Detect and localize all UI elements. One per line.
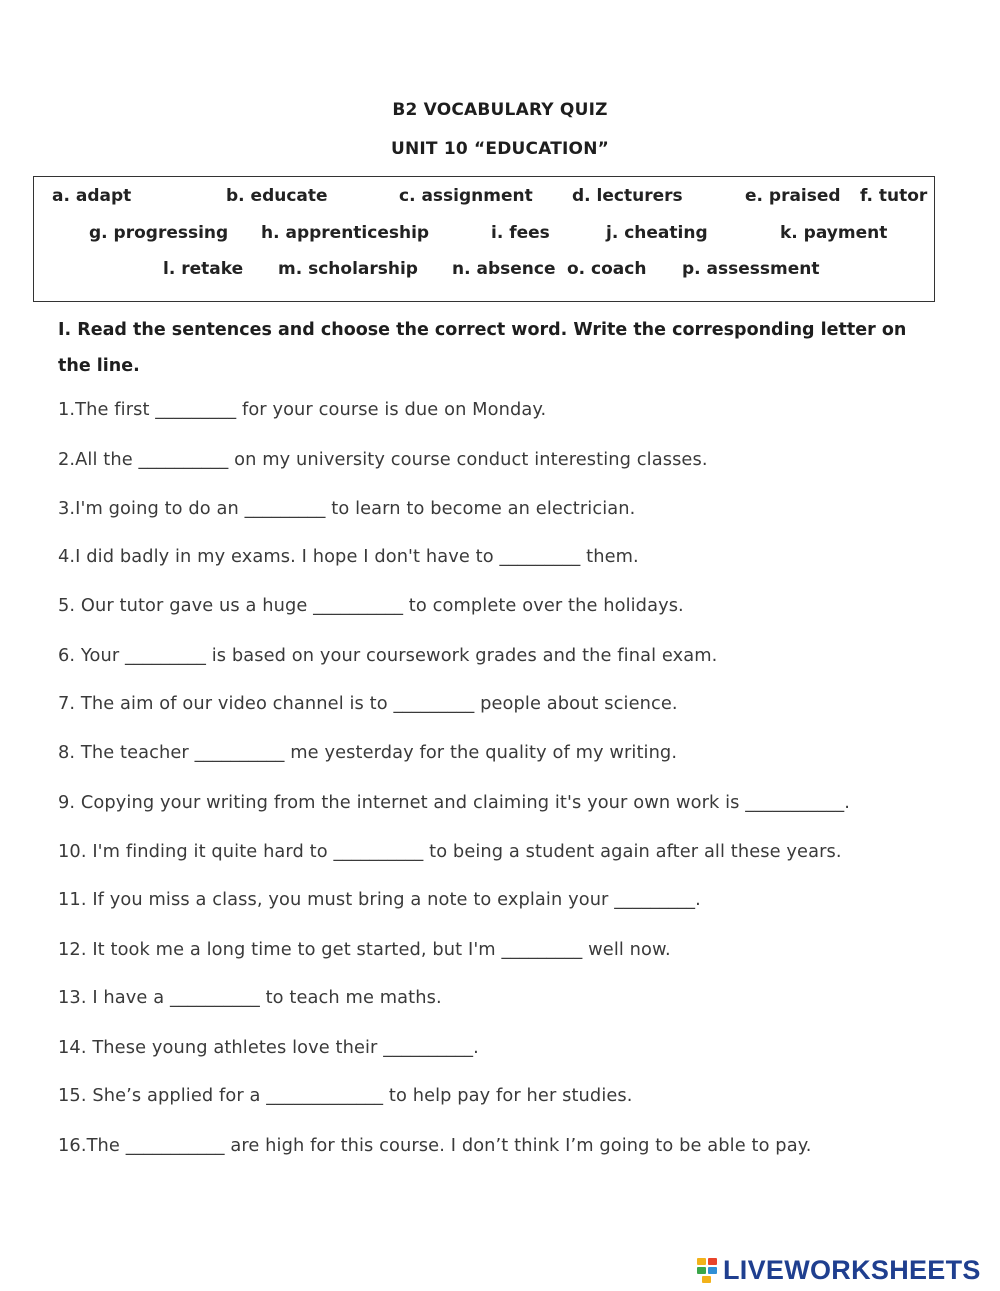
- sentence-item: 3.I'm going to do an _________ to learn to become an electrician.: [58, 498, 636, 519]
- sentence-item: 14. These young athletes love their __________.: [58, 1037, 479, 1058]
- word-bank-item: o. coach: [567, 259, 647, 279]
- sentence-item: 2.All the __________ on my university course conduct interesting classes.: [58, 449, 708, 470]
- word-bank-item: h. apprenticeship: [261, 223, 430, 243]
- word-bank-item: p. assessment: [682, 259, 820, 279]
- word-bank-item: b. educate: [226, 186, 328, 206]
- sentence-item: 10. I'm finding it quite hard to __________ to being a student again after all these years.: [58, 841, 842, 862]
- sentence-item: 1.The first _________ for your course is due on Monday.: [58, 399, 547, 420]
- sentence-item: 7. The aim of our video channel is to _________ people about science.: [58, 693, 678, 714]
- word-bank-item: i. fees: [491, 223, 550, 243]
- instruction-text: I. Read the sentences and choose the correct word. Write the corresponding letter on the line.: [58, 320, 907, 376]
- word-bank-item: a. adapt: [52, 186, 132, 206]
- logo-mark-icon: [696, 1257, 720, 1283]
- sentence-item: 16.The ___________ are high for this course. I don’t think I’m going to be able to pay.: [58, 1135, 812, 1156]
- word-bank-item: k. payment: [780, 223, 888, 243]
- sentence-item: 11. If you miss a class, you must bring a note to explain your _________.: [58, 889, 701, 910]
- sentence-item: 5. Our tutor gave us a huge __________ to complete over the holidays.: [58, 595, 684, 616]
- sentence-item: 13. I have a __________ to teach me maths.: [58, 987, 442, 1008]
- word-bank-item: n. absence: [452, 259, 556, 279]
- logo-text: LIVEWORKSHEETS: [723, 1254, 981, 1285]
- word-bank-item: j. cheating: [606, 223, 708, 243]
- quiz-title: B2 VOCABULARY QUIZ: [392, 100, 608, 120]
- unit-subtitle: UNIT 10 “EDUCATION”: [390, 139, 610, 159]
- word-bank-item: c. assignment: [399, 186, 533, 206]
- sentence-item: 12. It took me a long time to get started, but I'm _________ well now.: [58, 939, 671, 960]
- word-bank-item: e. praised: [745, 186, 841, 206]
- word-bank-item: d. lecturers: [572, 186, 683, 206]
- liveworksheets-logo: [696, 1253, 981, 1287]
- word-bank-item: f. tutor: [860, 186, 928, 206]
- sentence-item: 8. The teacher __________ me yesterday for the quality of my writing.: [58, 742, 678, 763]
- sentence-item: 6. Your _________ is based on your coursework grades and the final exam.: [58, 645, 718, 666]
- sentence-item: 9. Copying your writing from the internet and claiming it's your own work is ___________.: [58, 792, 850, 813]
- word-bank: [33, 176, 935, 302]
- word-bank-item: l. retake: [163, 259, 244, 279]
- sentence-item: 4.I did badly in my exams. I hope I don't have to _________ them.: [58, 546, 639, 567]
- sentence-item: 15. She’s applied for a _____________ to help pay for her studies.: [58, 1085, 633, 1106]
- word-bank-item: m. scholarship: [278, 259, 418, 279]
- word-bank-item: g. progressing: [89, 223, 229, 243]
